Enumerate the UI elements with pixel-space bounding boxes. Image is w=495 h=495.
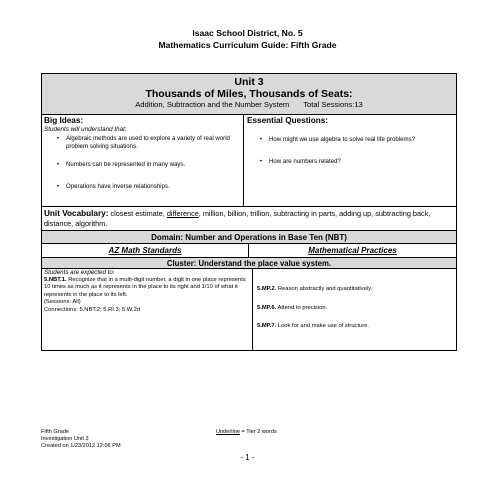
guide-title: Mathematics Curriculum Guide: Fifth Grade: [158, 40, 337, 50]
unit-topic-line: [42, 100, 456, 110]
bullet-icon: •: [56, 183, 59, 190]
unit-sessions: Total Sessions:13: [303, 100, 363, 109]
vocabulary-label: Unit Vocabulary:: [44, 209, 109, 218]
big-ideas-cell: [42, 115, 244, 206]
standards-row: [42, 269, 456, 350]
practice-item: 5.MP.7. Look for and make use of structure.: [257, 323, 370, 330]
standard-connections: Connections: 5.NBT.2; 5.RI.3; 5.W.2d: [44, 306, 141, 313]
unit-title: Unit 3: [234, 76, 264, 88]
vocabulary-tier2-word: difference: [166, 209, 199, 218]
math-practices-cell: [253, 269, 456, 350]
unit-topic: Addition, Subtraction and the Number System: [135, 100, 290, 109]
standards-header-row: [42, 244, 456, 258]
big-idea-item: • Numbers can be represented in many ways.: [44, 161, 241, 169]
vocabulary-post: , million, billion, trillion, subtracting in parts, adding up, subtracting back, distance, algorithm.: [44, 209, 431, 228]
essential-question-item: • How are numbers related?: [247, 158, 453, 166]
vocabulary-row: [42, 207, 456, 231]
bullet-icon: •: [56, 135, 59, 142]
big-ideas-title: Big Ideas:: [44, 116, 84, 125]
unit-header: [42, 74, 456, 115]
footer-info: Fifth Grade Investigation Unit 3 Created on 1/23/2012 12:06 PM: [41, 429, 121, 449]
district-title: Isaac School District, No. 5: [192, 28, 303, 38]
practice-item: 5.MP.2. Reason abstractly and quantitatively.: [257, 286, 373, 292]
big-idea-item: • Operations have inverse relationships.: [44, 183, 241, 191]
fraction: 1/10: [201, 284, 213, 291]
standard-code: 5.NBT.1.: [44, 276, 67, 283]
essential-question-item: • How might we use algebra to solve real life problems?: [247, 136, 453, 144]
az-standards-cell: [42, 269, 253, 350]
page-number: - 1 -: [240, 453, 255, 462]
big-ideas-intro: Students will understand that:: [44, 126, 127, 133]
bullet-icon: •: [259, 136, 262, 143]
essential-questions-cell: [244, 115, 456, 206]
ideas-questions-row: [42, 115, 456, 207]
big-idea-item: • Algebraic methods are used to explore a variety of real world problem solving situations.: [44, 135, 241, 151]
unit-subtitle: Thousands of Miles, Thousands of Seats:: [145, 88, 353, 100]
bullet-icon: •: [259, 158, 262, 165]
standard-sessions: (Sessions: All): [44, 299, 81, 306]
footer-legend: Underline = Tier 2 words: [216, 429, 277, 435]
az-standards-header: AZ Math Standards: [42, 244, 249, 257]
vocabulary-pre: closest estimate,: [110, 209, 165, 218]
practice-item: 5.MP.6. Attend to precision.: [257, 304, 328, 311]
math-practices-header: Mathematical Practices: [308, 246, 397, 255]
essential-questions-title: Essential Questions:: [247, 116, 328, 125]
bullet-icon: •: [56, 161, 59, 168]
domain-row: Domain: Number and Operations in Base Ten (NBT): [42, 231, 456, 244]
standard-5nbt1: 5.NBT.1. Recognize that in a multi-digit number, a digit in one place represents 10 times as much as it represents in the place to its right and 1/10 of what it represents in the place to its left.: [44, 276, 246, 298]
expected-intro: Students are expected to:: [44, 269, 115, 276]
cluster-row: Cluster: Understand the place value system.: [42, 258, 456, 269]
curriculum-table: [41, 73, 457, 351]
